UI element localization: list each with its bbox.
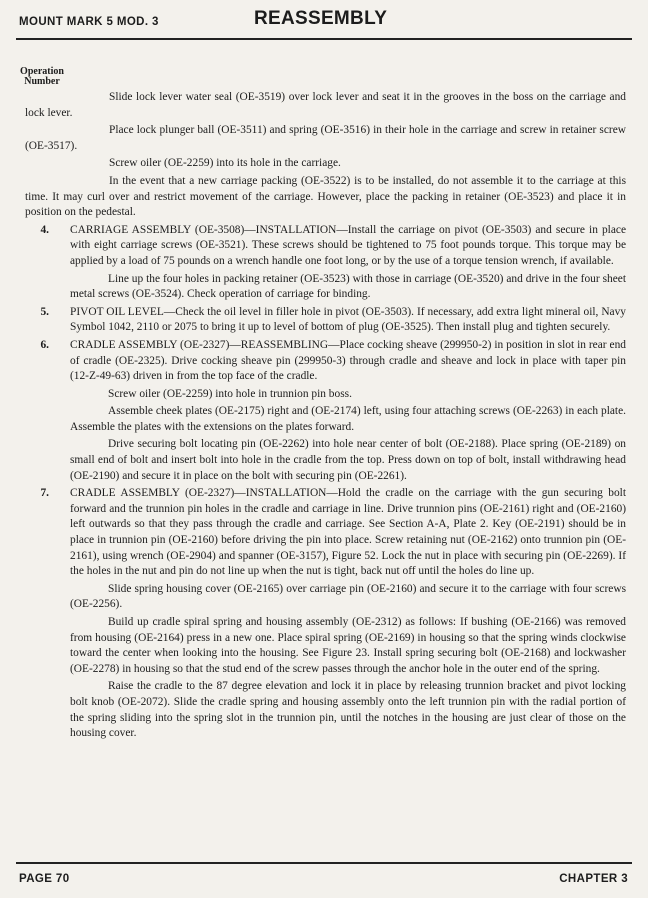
chapter-label: CHAPTER 3 — [559, 873, 628, 885]
manual-title: MOUNT MARK 5 MOD. 3 — [19, 16, 159, 28]
operation-label-text: Operation Number — [20, 66, 64, 87]
operation-item-4 — [25, 223, 626, 303]
item-paragraph: Assemble cheek plates (OE-2175) right and (OE-2174) left, using four attaching screws (OE-2263) in each plate. Assemble the plates with the extensions on the plates forward. — [70, 405, 626, 433]
item-paragraph: Screw oiler (OE-2259) into hole in trunnion pin boss. — [108, 387, 352, 400]
item-paragraph: Build up cradle spiral spring and housing assembly (OE-2312) as follows: If bushing (OE-2166) was removed from housing (OE-2164) press in a new one. Place spiral spring (OE-2169) in housing so that the spring winds clockwise toward the center when looking into the housing. See Figure 23. Install spring securing bolt (OE-2168) and lockwasher (OE-2278) in housing so that the stud end of the screw passes through the anchor hole in the outer end of the spring. — [70, 616, 626, 675]
item-paragraph: PIVOT OIL LEVEL—Check the oil level in filler hole in pivot (OE-3503). If necessary, add extra light mineral oil, Navy Symbol 1042, 2110 or 2075 to bring it up to level of bottom of plug (OE-3525). Then install plug and tighten securely. — [70, 305, 626, 334]
intro-paragraph-2: Place lock plunger ball (OE-3511) and spring (OE-3516) in their hole in the carriage and screw in retainer screw (OE-3517). — [25, 124, 626, 152]
section-title: REASSEMBLY — [254, 8, 388, 29]
item-paragraph: CRADLE ASSEMBLY (OE-2327)—REASSEMBLING—Place cocking sheave (299950-2) in position in slot in rear end of cradle (OE-2325). Drive cocking sheave pin (299950-3) through cradle and sheave and lock in place with taper pin (12-Z-49-63) driven in from the top face of the cradle. — [70, 338, 626, 383]
item-paragraph: Raise the cradle to the 87 degree elevation and lock it in place by releasing trunnion bracket and pivot locking bolt knob (OE-2072). Slide the cradle spring and housing assembly onto the left trunnion pin with the radial portion of the spring sliding into the spring slot in the trunnion pin, until the notches in the housing are just clear of those on the housing cover. — [70, 680, 626, 740]
item-paragraph: CRADLE ASSEMBLY (OE-2327)—INSTALLATION—Hold the cradle on the carriage with the gun securing bolt forward and the trunnion pin holes in the cradle and carriage in line. Drive trunnion pins (OE-2161) right and (OE-2160) left outwards so that they pass through the cradle and carriage. See Section A-A, Plate 2. Key (OE-2191) should be in place in trunnion pin (OE-2160) before driving the pin into place. Screw retaining nut (OE-2162) onto trunnion pin (OE-2161), using wrench (OE-2904) and spanner (OE-3157), Figure 52. Lock the nut in place with securing pin (OE-2269). If the holes in the nut and pin do not line up when the nut is tight, back nut off until the holes do line up. — [70, 487, 626, 578]
operation-number: 6. — [40, 338, 49, 351]
operation-item-7 — [25, 486, 626, 742]
item-paragraph: Drive securing bolt locating pin (OE-2262) into hole near center of bolt (OE-2188). Place spring (OE-2189) on small end of bolt and insert bolt into hole in the cradle from the top. Press down on top of bolt, install withdrawing head (OE-2190) and secure it in place on the bolt with securing pin (OE-2261). — [70, 438, 626, 482]
document-body — [25, 90, 626, 744]
operation-number: 4. — [40, 223, 49, 236]
operation-item-6 — [25, 338, 626, 484]
operation-number: 7. — [40, 487, 49, 500]
operation-item-5 — [25, 305, 626, 336]
operation-number: 5. — [40, 305, 49, 318]
page-header — [16, 8, 632, 40]
intro-paragraph-1: Slide lock lever water seal (OE-3519) over lock lever and seat it in the grooves in the boss on the carriage and lock lever. — [25, 91, 626, 119]
page-footer — [16, 862, 632, 890]
page-number: PAGE 70 — [19, 873, 70, 885]
item-paragraph: Line up the four holes in packing retainer (OE-3523) with those in carriage (OE-3520) and drive in the four sheet metal screws (OE-3524). Check operation of carriage for binding. — [70, 272, 626, 301]
item-paragraph: Slide spring housing cover (OE-2165) over carriage pin (OE-2160) and secure it to the carriage with four screws (OE-2256). — [70, 582, 626, 611]
intro-paragraph-4: In the event that a new carriage packing (OE-3522) is to be installed, do not assemble it to the carriage at this time. It may curl over and restrict movement of the carriage. However, place the packing in retainer (OE-3523) and place it in position on the pedestal. — [25, 174, 626, 219]
intro-paragraph-3: Screw oiler (OE-2259) into its hole in the carriage. — [109, 157, 341, 170]
item-paragraph: CARRIAGE ASSEMBLY (OE-3508)—INSTALLATION—Install the carriage on pivot (OE-3503) and secure in place with eight carriage screws (OE-3521). These screws should be tightened to 75 foot pounds torque. This torque may be applied by a load of 75 pounds on a wrench handle one foot long, or by the use of a torque tension wrench, if available. — [70, 223, 626, 267]
operation-number-label — [14, 67, 70, 87]
